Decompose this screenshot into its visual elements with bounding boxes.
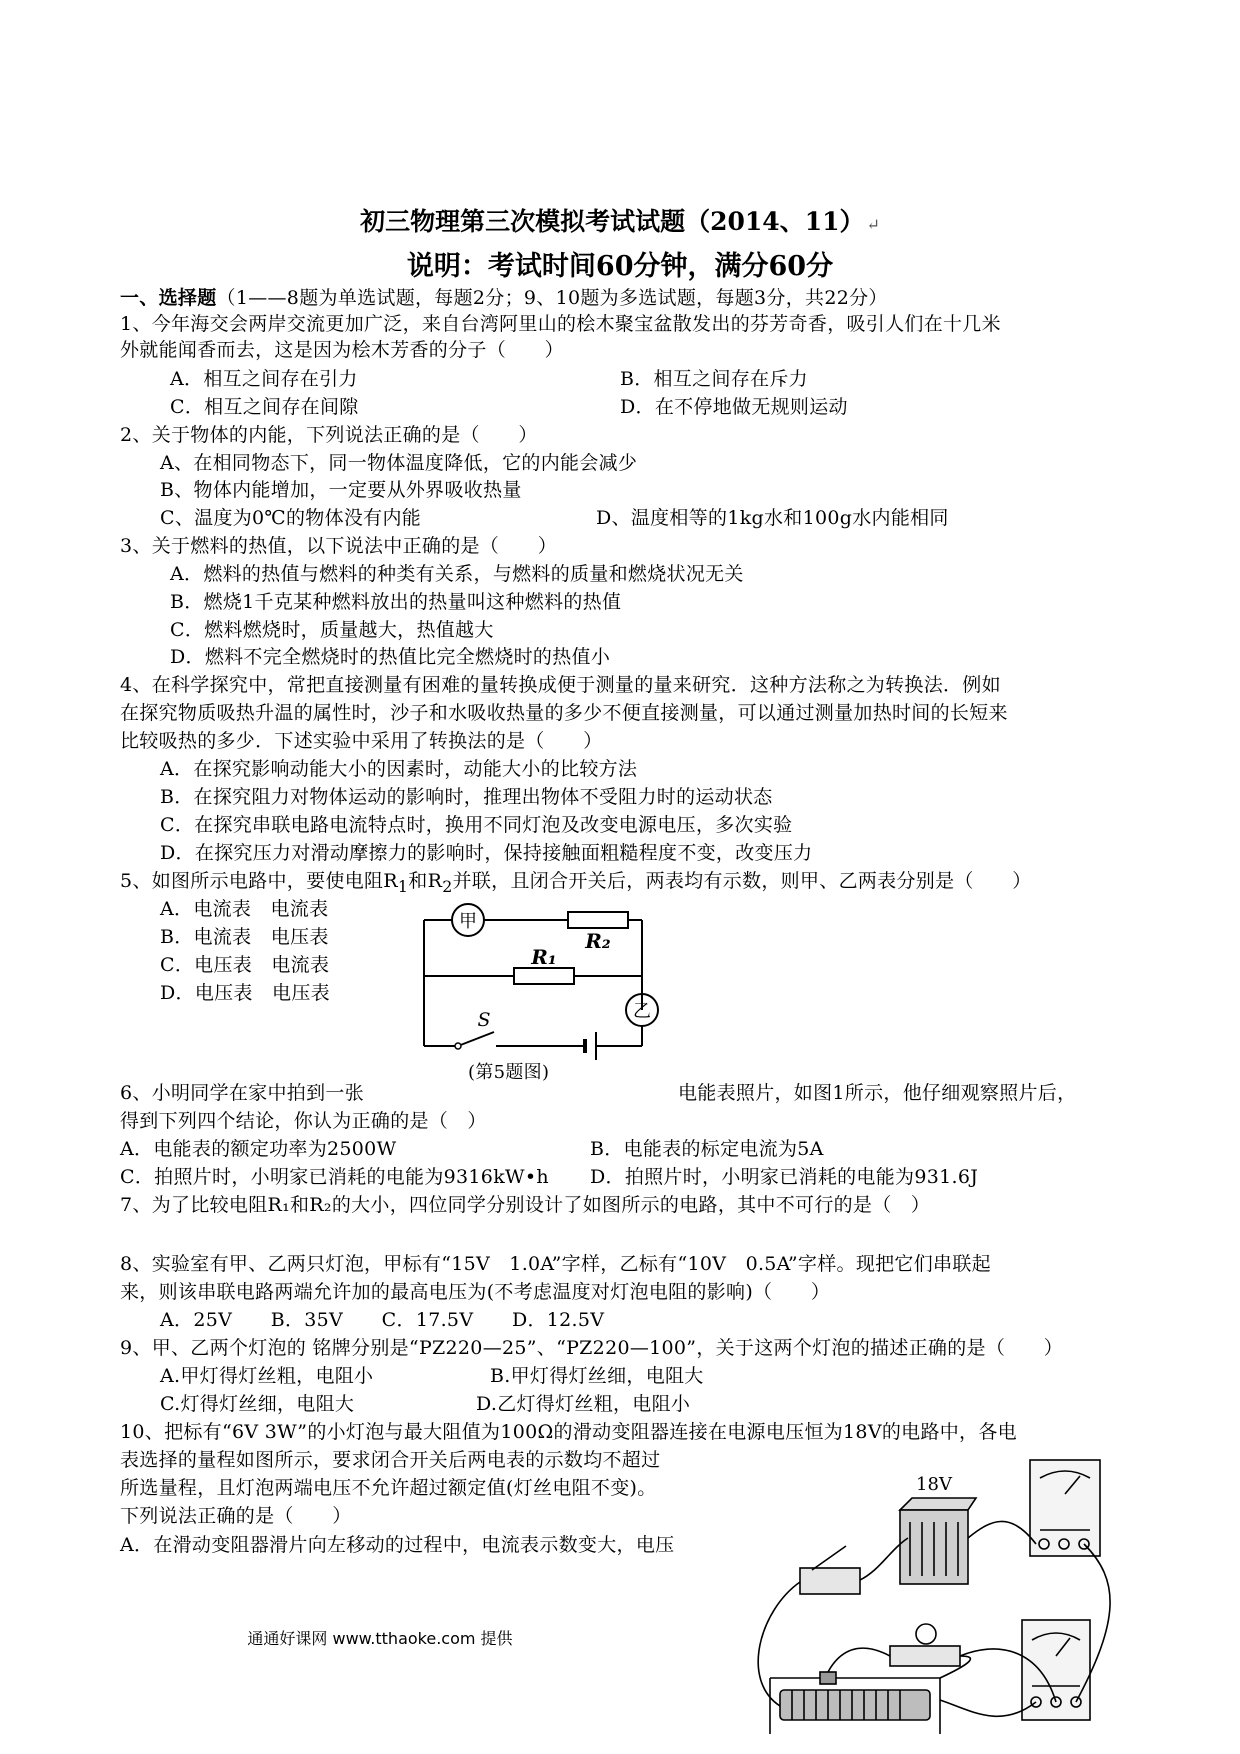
- q9-option-a: A.甲灯得灯丝粗，电阻小: [160, 1365, 374, 1387]
- q4-option-a: A．在探究影响动能大小的因素时，动能大小的比较方法: [160, 758, 638, 780]
- q8-stem-line1: 8、实验室有甲、乙两只灯泡，甲标有“15V 1.0A”字样，乙标有“10V 0.5A”字样。现把它们串联起: [120, 1253, 991, 1275]
- sliding-rheostat-icon: [780, 1690, 930, 1720]
- light-bulb-icon: [916, 1624, 936, 1644]
- q9-option-c: C.灯得灯丝细，电阻大: [160, 1393, 355, 1415]
- knife-switch-icon: [800, 1568, 860, 1594]
- q10-stem-line2: 表选择的量程如图所示，要求闭合开关后两电表的示数均不超过: [120, 1449, 661, 1471]
- q10-stem-line3: 所选量程，且灯泡两端电压不允许超过额定值(灯丝电阻不变)。: [120, 1477, 657, 1499]
- r2-label: R₂: [585, 929, 611, 953]
- q7-stem: 7、为了比较电阻R₁和R₂的大小，四位同学分别设计了如图所示的电路，其中不可行的是（ ）: [120, 1194, 931, 1216]
- q5-option-b: B．电流表 电压表: [160, 926, 329, 948]
- q9-option-b: B.甲灯得灯丝细，电阻大: [490, 1365, 704, 1387]
- page-footer: 通通好课网 www.tthaoke.com 提供: [247, 1629, 513, 1648]
- q2-option-d: D、温度相等的1kg水和100g水内能相同: [596, 507, 949, 529]
- q8-stem-line2: 来，则该串联电路两端允许加的最高电压为(不考虑温度对灯泡电阻的影响)（ ）: [120, 1281, 831, 1303]
- switch-label: S: [477, 1009, 491, 1031]
- q6-option-d: D．拍照片时，小明家已消耗的电能为931.6J: [590, 1166, 979, 1188]
- return-mark-icon: ↵: [866, 215, 880, 234]
- q6-option-c: C．拍照片时，小明家已消耗的电能为9316kW•h: [120, 1166, 549, 1188]
- q1-option-c: C．相互之间存在间隙: [170, 396, 359, 418]
- q3-option-a: A．燃料的热值与燃料的种类有关系，与燃料的质量和燃烧状况无关: [170, 563, 744, 585]
- q4-stem-line1: 4、在科学探究中，常把直接测量有困难的量转换成便于测量的量来研究．这种方法称之为转换法．例如: [120, 674, 1001, 696]
- q6-stem-line2: 得到下列四个结论，你认为正确的是（ ）: [120, 1110, 487, 1132]
- q10-stem-line1: 10、把标有“6V 3W”的小灯泡与最大阻值为100Ω的滑动变阻器连接在电源电压恒为18V的电路中，各电: [120, 1421, 1017, 1443]
- exam-subtitle: 说明：考试时间60分钟，满分60分: [406, 251, 834, 282]
- q3-option-b: B．燃烧1千克某种燃料放出的热量叫这种燃料的热值: [170, 591, 622, 613]
- q2-option-a: A、在相同物态下，同一物体温度降低，它的内能会减少: [160, 452, 638, 474]
- q6-stem-line1b: 电能表照片，如图1所示，他仔细观察照片后，: [678, 1082, 1077, 1104]
- q5-figure-caption: (第5题图): [468, 1062, 550, 1083]
- q3-option-c: C．燃料燃烧时，质量越大，热值越大: [170, 619, 494, 641]
- q5-option-c: C．电压表 电流表: [160, 954, 330, 976]
- q3-stem: 3、关于燃料的热值，以下说法中正确的是（ ）: [120, 535, 557, 557]
- q9-option-d: D.乙灯得灯丝粗，电阻小: [476, 1393, 691, 1415]
- q2-stem: 2、关于物体的内能，下列说法正确的是（ ）: [120, 424, 538, 446]
- resistor-r2-icon: [568, 912, 628, 928]
- q10-circuit-apparatus: [740, 1450, 1130, 1740]
- q1-option-a: A．相互之间存在引力: [170, 368, 358, 390]
- q4-stem-line2: 在探究物质吸热升温的属性时，沙子和水吸收热量的多少不便直接测量，可以通过测量加热时间的长短来: [120, 702, 1008, 724]
- q2-option-b: B、物体内能增加，一定要从外界吸收热量: [160, 479, 522, 501]
- section-heading: 一、选择题（1——8题为单选试题，每题2分；9、10题为多选试题，每题3分，共22分）: [120, 287, 888, 309]
- q1-stem-line2: 外就能闻香而去，这是因为桧木芳香的分子（ ）: [120, 339, 564, 361]
- meter-yi-label: 乙: [633, 1001, 651, 1022]
- q2-option-c: C、温度为0℃的物体没有内能: [160, 507, 422, 529]
- q5-option-a: A．电流表 电流表: [160, 898, 329, 920]
- q1-option-d: D．在不停地做无规则运动: [620, 396, 848, 418]
- q5-option-d: D．电压表 电压表: [160, 982, 330, 1004]
- q6-stem-line1a: 6、小明同学在家中拍到一张: [120, 1082, 364, 1104]
- switch-s-icon: [458, 1032, 494, 1046]
- q1-stem-line1: 1、今年海交会两岸交流更加广泛，来自台湾阿里山的桧木聚宝盆散发出的芬芳奇香，吸引人们在十几米: [120, 313, 1001, 335]
- q3-option-d: D．燃料不完全燃烧时的热值比完全燃烧时的热值小: [170, 646, 611, 668]
- q4-stem-line3: 比较吸热的多少．下述实验中采用了转换法的是（ ）: [120, 730, 603, 752]
- q10-option-a-partial: A．在滑动变阻器滑片向左移动的过程中，电流表示数变大，电压: [120, 1534, 675, 1556]
- q5-stem: 5、如图所示电路中，要使电阻$R_1$和$R_2$并联，且闭合开关后，两表均有示数，则甲、乙两表分别是（ ）: [120, 870, 1032, 896]
- q1-option-b: B．相互之间存在斥力: [620, 368, 808, 390]
- q5-circuit-diagram: [410, 898, 670, 1063]
- q6-option-b: B．电能表的标定电流为5A: [590, 1138, 824, 1160]
- q4-option-d: D．在探究压力对滑动摩擦力的影响时，保持接触面粗糙程度不变，改变压力: [160, 842, 813, 864]
- q9-stem: 9、甲、乙两个灯泡的 铭牌分别是“PZ220—25”、“PZ220—100”，关于这两个灯泡的描述正确的是（ ）: [120, 1337, 1064, 1359]
- q8-options: A．25V B．35V C．17.5V D．12.5V: [160, 1309, 605, 1331]
- exam-title: 初三物理第三次模拟考试试题（2014、11） ↵: [360, 207, 880, 236]
- meter-jia-label: 甲: [459, 911, 477, 932]
- q4-option-c: C．在探究串联电路电流特点时，换用不同灯泡及改变电源电压，多次实验: [160, 814, 793, 836]
- power-supply-voltage-label: 18V: [916, 1474, 952, 1495]
- resistor-r1-icon: [514, 968, 574, 984]
- r1-label: R₁: [531, 945, 557, 969]
- q4-option-b: B．在探究阻力对物体运动的影响时，推理出物体不受阻力时的运动状态: [160, 786, 773, 808]
- q10-stem-line4: 下列说法正确的是（ ）: [120, 1505, 352, 1527]
- q6-option-a: A．电能表的额定功率为2500W: [120, 1138, 397, 1160]
